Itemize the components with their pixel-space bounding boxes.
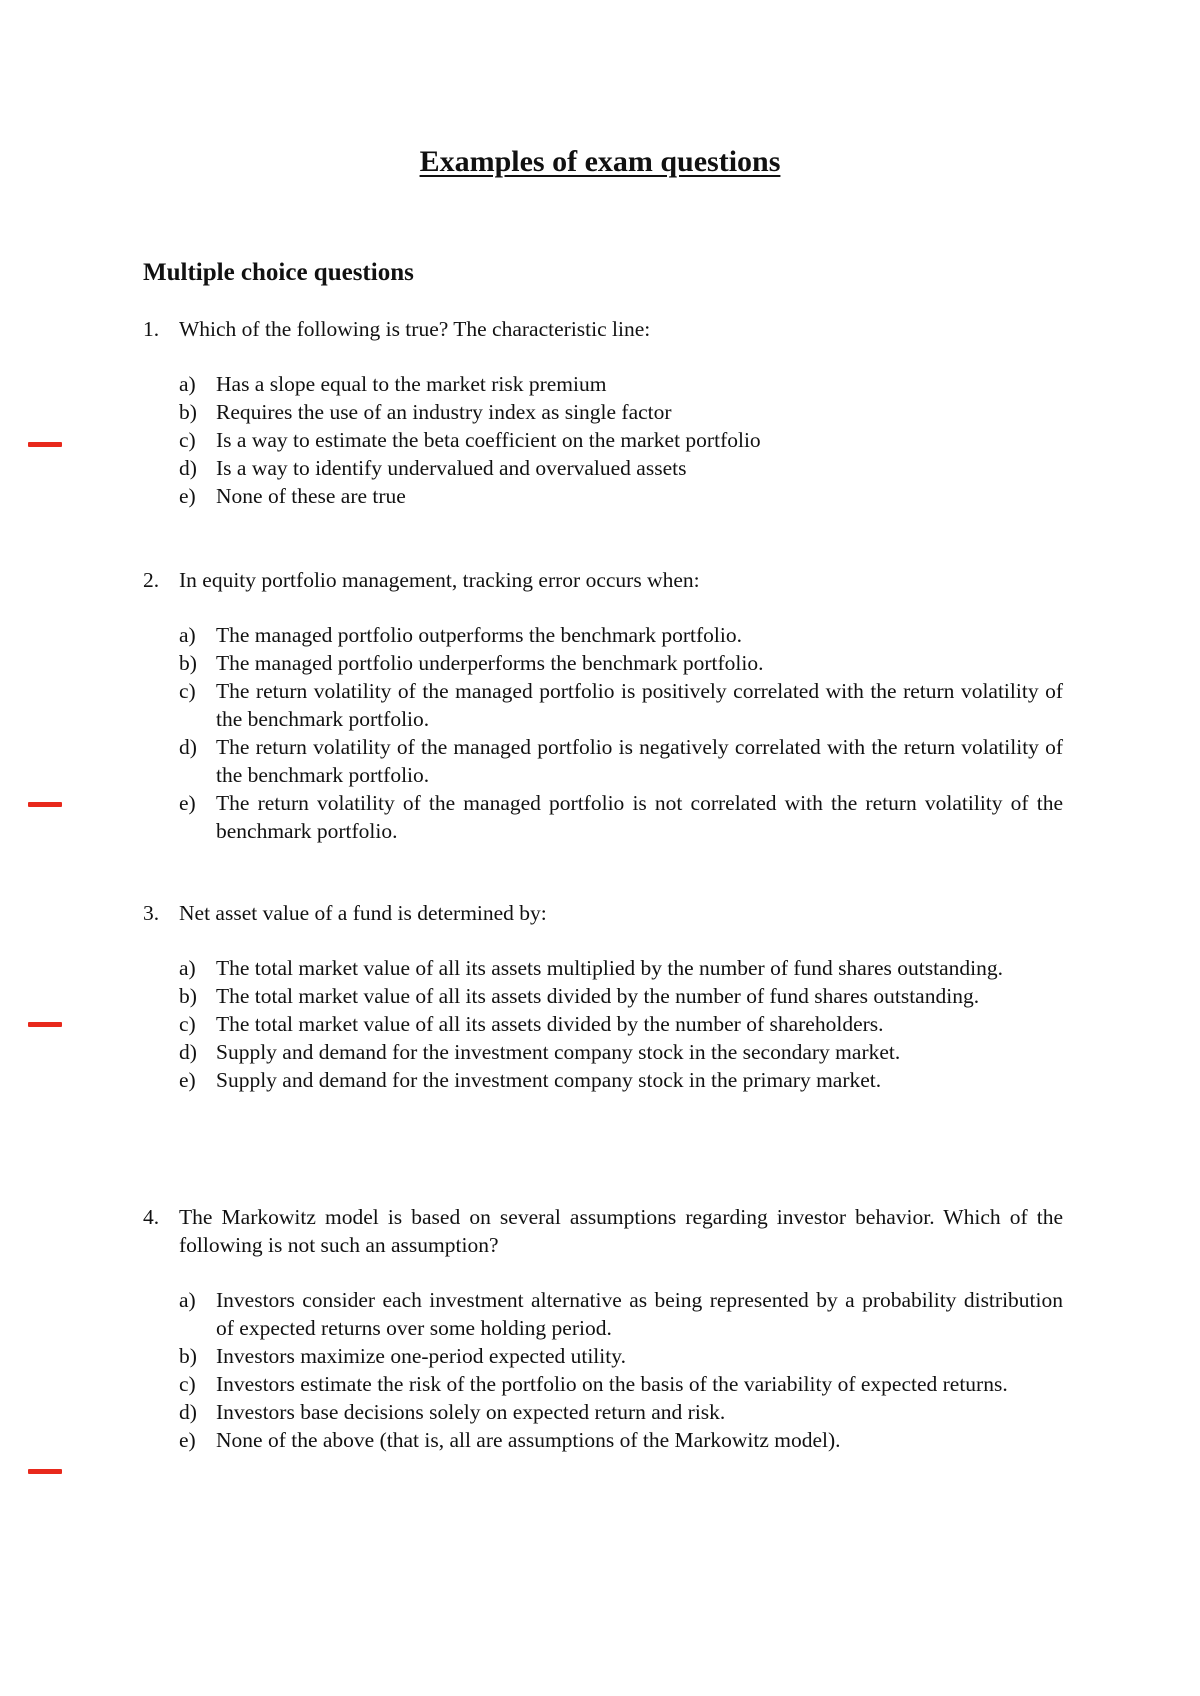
answer-marker-q2	[28, 802, 62, 807]
option-text: The return volatility of the managed portfolio is negatively correlated with the return volatility of the benchmark portfolio.	[216, 735, 1063, 787]
option-a	[143, 621, 1063, 649]
option-text: Supply and demand for the investment company stock in the secondary market.	[216, 1040, 901, 1064]
option-letter: c)	[179, 428, 196, 452]
option-text: The total market value of all its assets divided by the number of shareholders.	[216, 1012, 884, 1036]
option-e	[143, 1426, 1063, 1454]
option-text: None of the above (that is, all are assumptions of the Markowitz model).	[216, 1428, 841, 1452]
option-a	[143, 954, 1063, 982]
question-text: Net asset value of a fund is determined by:	[179, 901, 547, 925]
option-text: Investors maximize one-period expected utility.	[216, 1344, 626, 1368]
option-b	[143, 649, 1063, 677]
question-stem	[143, 1203, 1063, 1259]
question-stem	[143, 899, 1063, 927]
option-text: The managed portfolio underperforms the benchmark portfolio.	[216, 651, 764, 675]
option-text: Supply and demand for the investment company stock in the primary market.	[216, 1068, 882, 1092]
answer-marker-q4	[28, 1469, 62, 1474]
option-letter: d)	[179, 735, 197, 759]
option-letter: a)	[179, 372, 196, 396]
option-text: Is a way to identify undervalued and overvalued assets	[216, 456, 687, 480]
question-number: 4.	[143, 1205, 160, 1229]
option-letter: b)	[179, 984, 197, 1008]
option-c	[143, 426, 1063, 454]
section-heading: Multiple choice questions	[143, 259, 414, 286]
option-d	[143, 454, 1063, 482]
option-letter: c)	[179, 1012, 196, 1036]
option-letter: a)	[179, 1288, 196, 1312]
option-text: The return volatility of the managed portfolio is positively correlated with the return volatility of the benchmark portfolio.	[216, 679, 1063, 731]
option-a	[143, 1286, 1063, 1342]
option-text: Requires the use of an industry index as single factor	[216, 400, 672, 424]
option-list	[143, 621, 1063, 845]
option-d	[143, 733, 1063, 789]
option-list	[143, 954, 1063, 1094]
question-1	[143, 315, 1063, 510]
option-letter: e)	[179, 484, 196, 508]
question-2	[143, 566, 1063, 845]
option-letter: a)	[179, 623, 196, 647]
option-b	[143, 982, 1063, 1010]
option-letter: e)	[179, 1068, 196, 1092]
option-letter: b)	[179, 651, 197, 675]
answer-marker-q3	[28, 1022, 62, 1027]
option-letter: c)	[179, 679, 196, 703]
option-c	[143, 1370, 1063, 1398]
option-text: Investors base decisions solely on expected return and risk.	[216, 1400, 726, 1424]
question-number: 1.	[143, 317, 160, 341]
question-number: 3.	[143, 901, 160, 925]
option-c	[143, 677, 1063, 733]
question-number: 2.	[143, 568, 160, 592]
answer-marker-q1	[28, 442, 62, 447]
question-text: In equity portfolio management, tracking error occurs when:	[179, 568, 700, 592]
option-letter: c)	[179, 1372, 196, 1396]
option-text: Investors estimate the risk of the portfolio on the basis of the variability of expected returns.	[216, 1372, 1008, 1396]
option-e	[143, 1066, 1063, 1094]
option-letter: d)	[179, 1040, 197, 1064]
option-d	[143, 1038, 1063, 1066]
option-list	[143, 370, 1063, 510]
option-e	[143, 789, 1063, 845]
option-list	[143, 1286, 1063, 1454]
option-text: Investors consider each investment alternative as being represented by a probability distribution of expected returns over some holding period.	[216, 1288, 1063, 1340]
option-text: The total market value of all its assets multiplied by the number of fund shares outstanding.	[216, 956, 1003, 980]
option-text: Is a way to estimate the beta coefficient on the market portfolio	[216, 428, 761, 452]
option-letter: e)	[179, 791, 196, 815]
option-e	[143, 482, 1063, 510]
option-text: None of these are true	[216, 484, 406, 508]
option-text: Has a slope equal to the market risk premium	[216, 372, 607, 396]
option-d	[143, 1398, 1063, 1426]
option-letter: d)	[179, 456, 197, 480]
option-c	[143, 1010, 1063, 1038]
question-stem	[143, 566, 1063, 594]
option-b	[143, 1342, 1063, 1370]
question-text: Which of the following is true? The characteristic line:	[179, 317, 651, 341]
document-title: Examples of exam questions	[419, 145, 781, 178]
option-text: The return volatility of the managed portfolio is not correlated with the return volatility of the benchmark portfolio.	[216, 791, 1063, 843]
question-4	[143, 1203, 1063, 1454]
question-stem	[143, 315, 1063, 343]
option-letter: e)	[179, 1428, 196, 1452]
question-3	[143, 899, 1063, 1094]
option-a	[143, 370, 1063, 398]
question-text: The Markowitz model is based on several assumptions regarding investor behavior. Which of the following is not such an assumption?	[179, 1205, 1063, 1257]
option-letter: b)	[179, 1344, 197, 1368]
option-letter: d)	[179, 1400, 197, 1424]
option-text: The total market value of all its assets divided by the number of fund shares outstanding.	[216, 984, 980, 1008]
option-b	[143, 398, 1063, 426]
option-letter: a)	[179, 956, 196, 980]
option-letter: b)	[179, 400, 197, 424]
option-text: The managed portfolio outperforms the benchmark portfolio.	[216, 623, 742, 647]
